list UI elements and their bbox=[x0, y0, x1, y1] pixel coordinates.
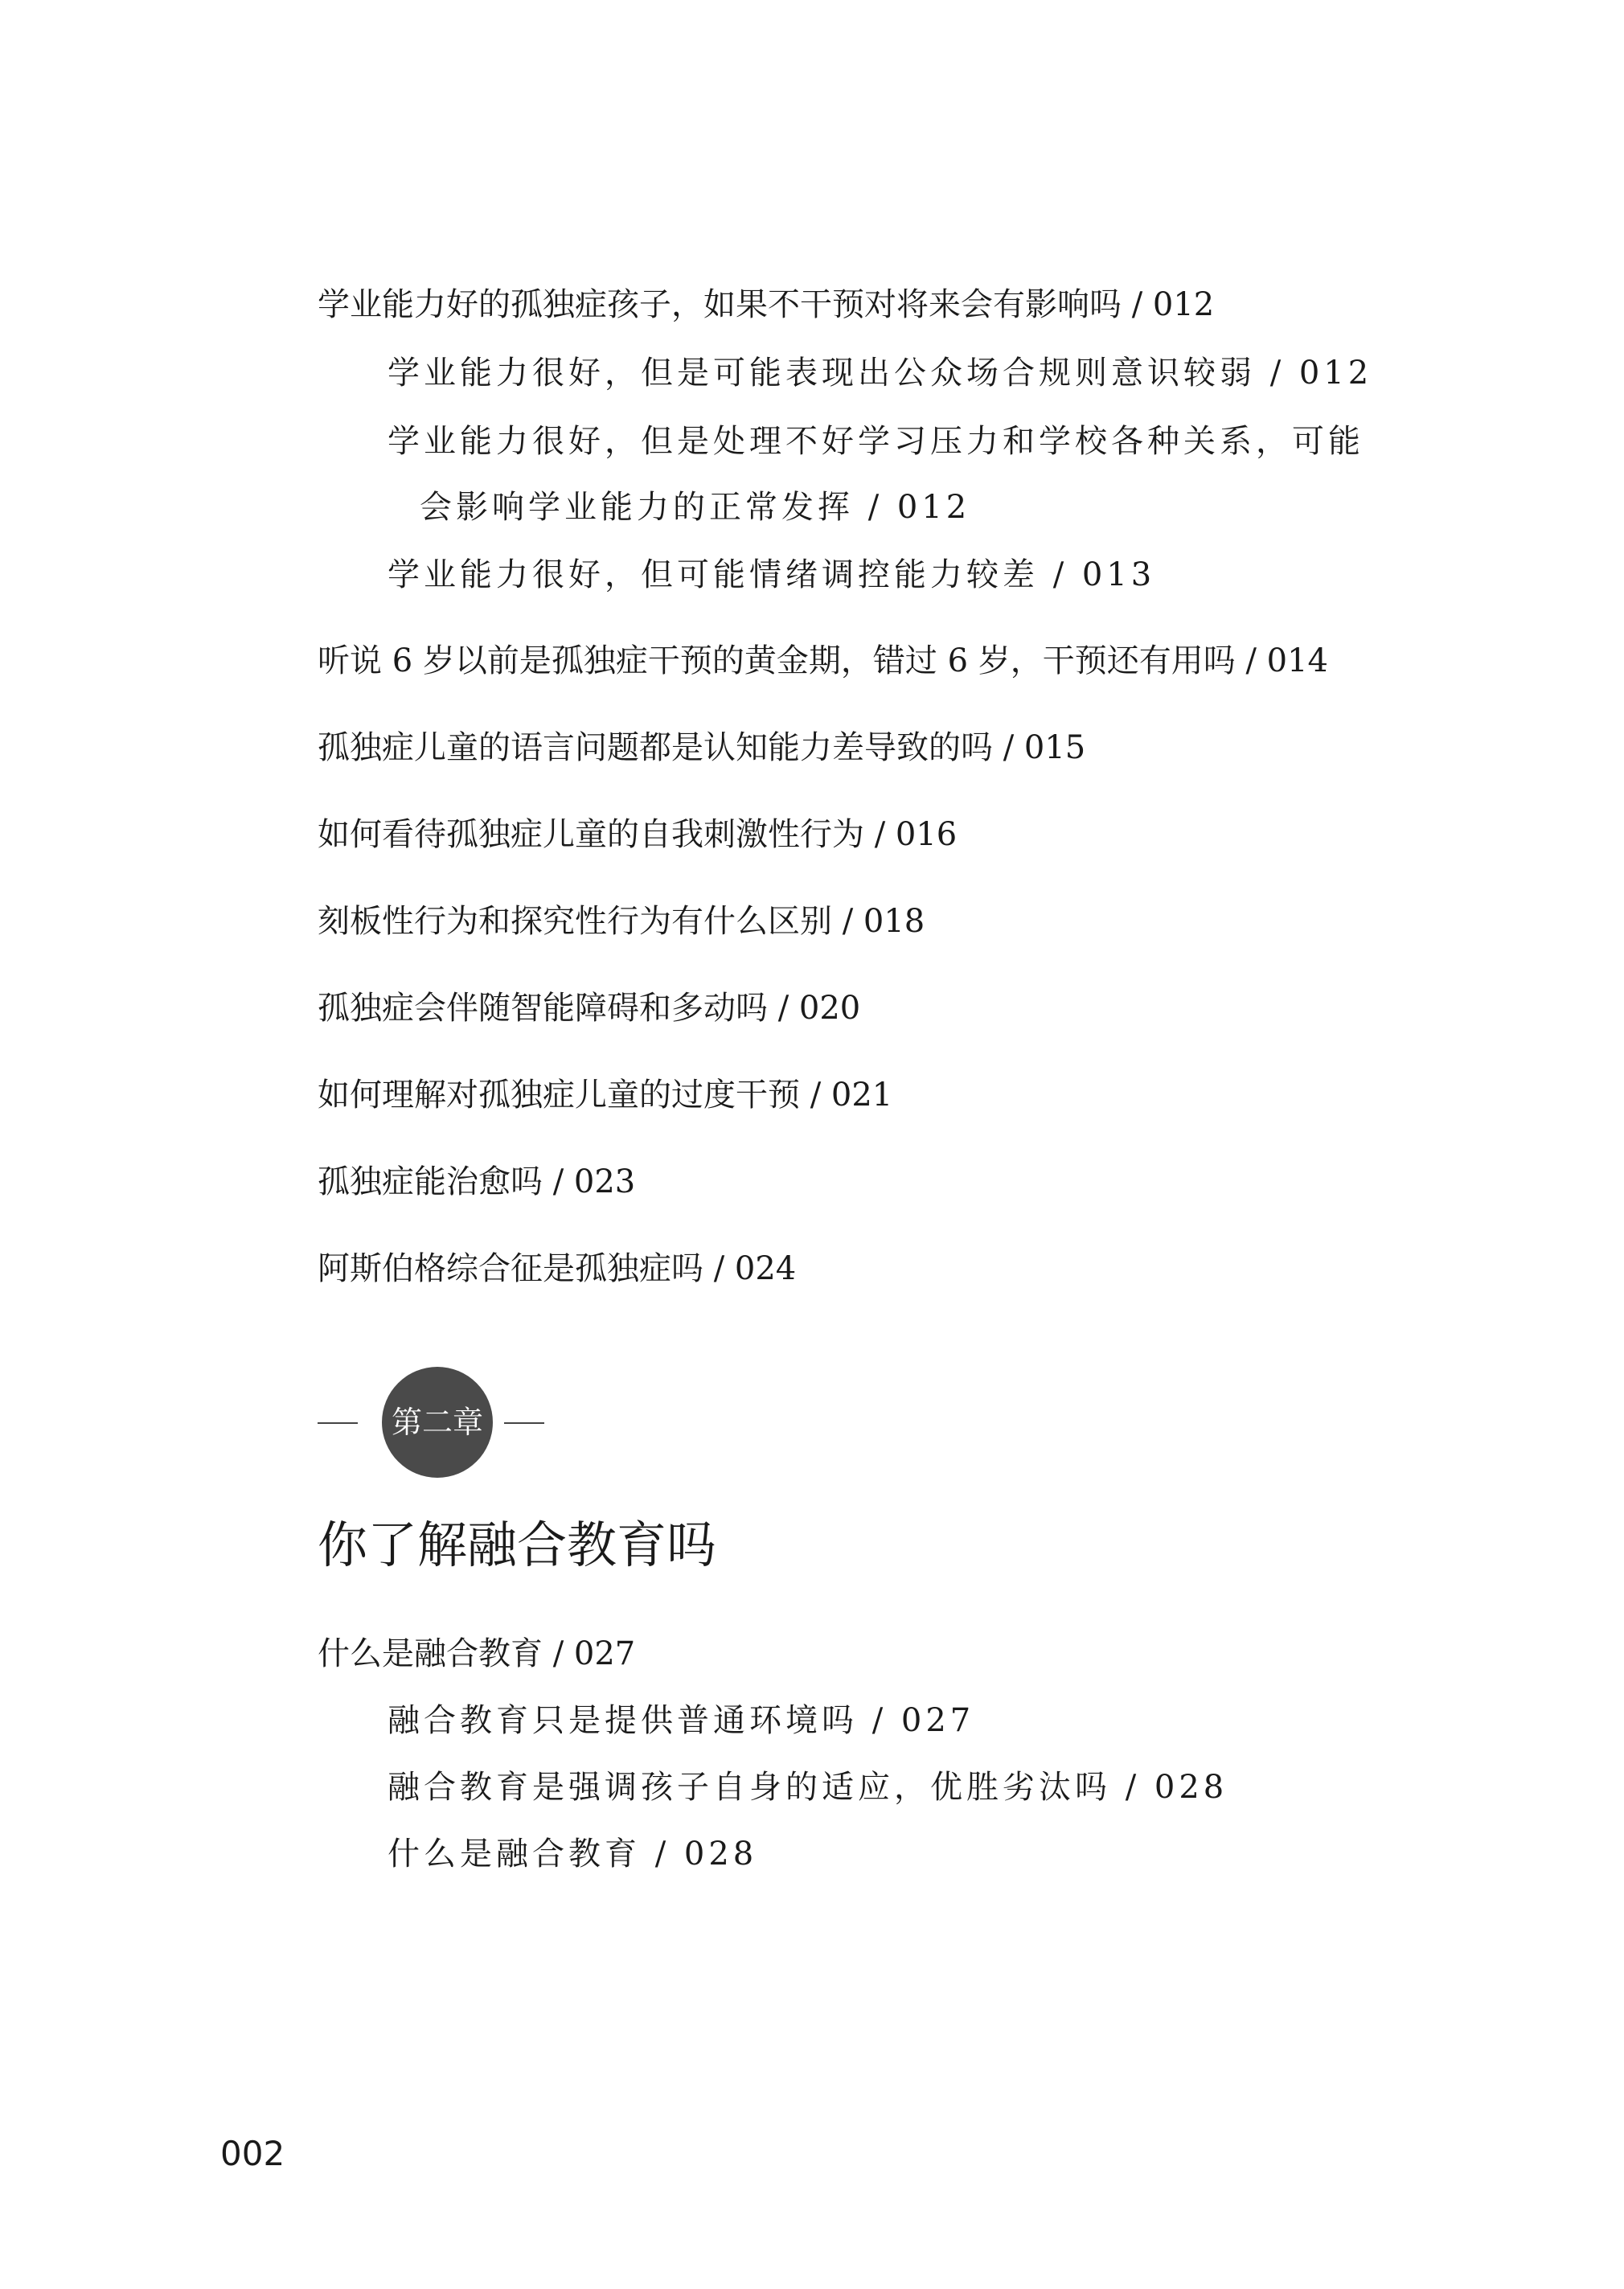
toc-subentry[interactable]: 学业能力很好，但是可能表现出公众场合规则意识较弱 / 012 bbox=[388, 355, 1373, 392]
chapter-badge-row bbox=[318, 1367, 639, 1479]
toc-entry[interactable]: 阿斯伯格综合征是孤独症吗 / 024 bbox=[318, 1250, 797, 1287]
dash-right bbox=[504, 1422, 544, 1424]
chapter-badge: 第二章 bbox=[382, 1367, 493, 1478]
toc-subentry-continuation[interactable]: 会影响学业能力的正常发挥 / 012 bbox=[420, 489, 971, 526]
toc-entry[interactable]: 学业能力好的孤独症孩子，如果不干预对将来会有影响吗 / 012 bbox=[318, 286, 1215, 323]
chapter-title: 你了解融合教育吗 bbox=[318, 1516, 717, 1574]
toc-entry[interactable]: 孤独症儿童的语言问题都是认知能力差导致的吗 / 015 bbox=[318, 729, 1086, 766]
toc-entry[interactable]: 如何理解对孤独症儿童的过度干预 / 021 bbox=[318, 1077, 893, 1114]
toc-entry[interactable]: 什么是融合教育 / 027 bbox=[318, 1635, 636, 1672]
toc-subentry[interactable]: 学业能力很好，但可能情绪调控能力较差 / 013 bbox=[388, 556, 1156, 593]
toc-subentry[interactable]: 什么是融合教育 / 028 bbox=[388, 1836, 758, 1873]
toc-entry[interactable]: 孤独症能治愈吗 / 023 bbox=[318, 1163, 636, 1200]
toc-entry[interactable]: 孤独症会伴随智能障碍和多动吗 / 020 bbox=[318, 990, 861, 1027]
toc-entry[interactable]: 刻板性行为和探究性行为有什么区别 / 018 bbox=[318, 903, 925, 940]
toc-subentry[interactable]: 学业能力很好，但是处理不好学习压力和学校各种关系，可能 bbox=[388, 423, 1364, 460]
page-number: 002 bbox=[220, 2134, 285, 2173]
toc-entry[interactable]: 听说 6 岁以前是孤独症干预的黄金期，错过 6 岁，干预还有用吗 / 014 bbox=[318, 642, 1329, 679]
dash-left bbox=[318, 1422, 358, 1424]
toc-subentry[interactable]: 融合教育是强调孩子自身的适应，优胜劣汰吗 / 028 bbox=[388, 1769, 1228, 1806]
toc-subentry[interactable]: 融合教育只是提供普通环境吗 / 027 bbox=[388, 1702, 975, 1739]
toc-entry[interactable]: 如何看待孤独症儿童的自我刺激性行为 / 016 bbox=[318, 816, 958, 853]
